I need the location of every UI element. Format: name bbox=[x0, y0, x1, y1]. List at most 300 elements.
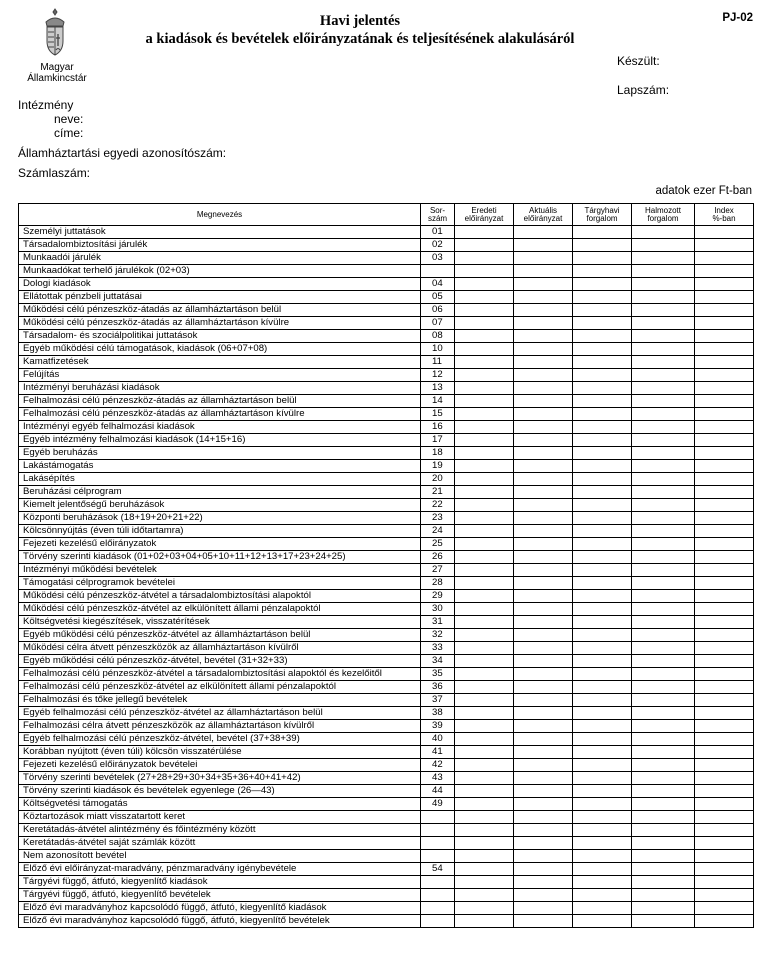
original-appropriation-cell[interactable] bbox=[455, 408, 514, 421]
index-percent-cell[interactable] bbox=[695, 343, 754, 356]
cumulative-turnover-cell[interactable] bbox=[632, 720, 695, 733]
row-name: Fejezeti kezelésű előirányzatok bevételei bbox=[19, 759, 421, 772]
current-appropriation-cell[interactable] bbox=[514, 915, 573, 928]
cumulative-turnover-cell[interactable] bbox=[632, 434, 695, 447]
monthly-turnover-cell[interactable] bbox=[573, 590, 632, 603]
index-percent-cell[interactable] bbox=[695, 759, 754, 772]
row-name: Tárgyévi függő, átfutó, kiegyenlítő kiadások bbox=[19, 876, 421, 889]
original-appropriation-cell[interactable] bbox=[455, 551, 514, 564]
original-appropriation-cell[interactable] bbox=[455, 642, 514, 655]
cumulative-turnover-cell[interactable] bbox=[632, 629, 695, 642]
index-percent-cell[interactable] bbox=[695, 356, 754, 369]
current-appropriation-cell[interactable] bbox=[514, 577, 573, 590]
current-appropriation-cell[interactable] bbox=[514, 317, 573, 330]
monthly-turnover-cell[interactable] bbox=[573, 265, 632, 278]
monthly-turnover-cell[interactable] bbox=[573, 447, 632, 460]
cumulative-turnover-cell[interactable] bbox=[632, 616, 695, 629]
index-percent-cell[interactable] bbox=[695, 642, 754, 655]
monthly-turnover-cell[interactable] bbox=[573, 395, 632, 408]
index-percent-cell[interactable] bbox=[695, 603, 754, 616]
current-appropriation-cell[interactable] bbox=[514, 382, 573, 395]
cumulative-turnover-cell[interactable] bbox=[632, 226, 695, 239]
cumulative-turnover-cell[interactable] bbox=[632, 369, 695, 382]
monthly-turnover-cell[interactable] bbox=[573, 538, 632, 551]
cumulative-turnover-cell[interactable] bbox=[632, 668, 695, 681]
index-percent-cell[interactable] bbox=[695, 460, 754, 473]
monthly-turnover-cell[interactable] bbox=[573, 655, 632, 668]
original-appropriation-cell[interactable] bbox=[455, 889, 514, 902]
original-appropriation-cell[interactable] bbox=[455, 915, 514, 928]
cumulative-turnover-cell[interactable] bbox=[632, 642, 695, 655]
original-appropriation-cell[interactable] bbox=[455, 304, 514, 317]
cumulative-turnover-cell[interactable] bbox=[632, 772, 695, 785]
row-name: Munkaadói járulék bbox=[19, 252, 421, 265]
current-appropriation-cell[interactable] bbox=[514, 525, 573, 538]
monthly-turnover-cell[interactable] bbox=[573, 616, 632, 629]
cumulative-turnover-cell[interactable] bbox=[632, 915, 695, 928]
current-appropriation-cell[interactable] bbox=[514, 629, 573, 642]
row-name: Intézményi beruházási kiadások bbox=[19, 382, 421, 395]
cumulative-turnover-cell[interactable] bbox=[632, 473, 695, 486]
original-appropriation-cell[interactable] bbox=[455, 330, 514, 343]
monthly-turnover-cell[interactable] bbox=[573, 772, 632, 785]
index-percent-cell[interactable] bbox=[695, 577, 754, 590]
original-appropriation-cell[interactable] bbox=[455, 720, 514, 733]
cumulative-turnover-cell[interactable] bbox=[632, 785, 695, 798]
cumulative-turnover-cell[interactable] bbox=[632, 733, 695, 746]
monthly-turnover-cell[interactable] bbox=[573, 577, 632, 590]
index-percent-cell[interactable] bbox=[695, 876, 754, 889]
cumulative-turnover-cell[interactable] bbox=[632, 278, 695, 291]
cumulative-turnover-cell[interactable] bbox=[632, 694, 695, 707]
index-percent-cell[interactable] bbox=[695, 226, 754, 239]
cumulative-turnover-cell[interactable] bbox=[632, 811, 695, 824]
current-appropriation-cell[interactable] bbox=[514, 733, 573, 746]
index-percent-cell[interactable] bbox=[695, 694, 754, 707]
current-appropriation-cell[interactable] bbox=[514, 343, 573, 356]
monthly-turnover-cell[interactable] bbox=[573, 889, 632, 902]
table-row bbox=[19, 824, 754, 837]
cumulative-turnover-cell[interactable] bbox=[632, 876, 695, 889]
current-appropriation-cell[interactable] bbox=[514, 265, 573, 278]
cumulative-turnover-cell[interactable] bbox=[632, 837, 695, 850]
cumulative-turnover-cell[interactable] bbox=[632, 395, 695, 408]
monthly-turnover-cell[interactable] bbox=[573, 668, 632, 681]
table-row bbox=[19, 772, 754, 785]
current-appropriation-cell[interactable] bbox=[514, 668, 573, 681]
cumulative-turnover-cell[interactable] bbox=[632, 265, 695, 278]
monthly-turnover-cell[interactable] bbox=[573, 369, 632, 382]
monthly-turnover-cell[interactable] bbox=[573, 356, 632, 369]
index-percent-cell[interactable] bbox=[695, 616, 754, 629]
monthly-turnover-cell[interactable] bbox=[573, 642, 632, 655]
cumulative-turnover-cell[interactable] bbox=[632, 746, 695, 759]
current-appropriation-cell[interactable] bbox=[514, 837, 573, 850]
row-seq-number: 39 bbox=[421, 720, 455, 733]
original-appropriation-cell[interactable] bbox=[455, 694, 514, 707]
index-percent-cell[interactable] bbox=[695, 291, 754, 304]
cumulative-turnover-cell[interactable] bbox=[632, 759, 695, 772]
original-appropriation-cell[interactable] bbox=[455, 603, 514, 616]
index-percent-cell[interactable] bbox=[695, 798, 754, 811]
monthly-turnover-cell[interactable] bbox=[573, 226, 632, 239]
original-appropriation-cell[interactable] bbox=[455, 902, 514, 915]
monthly-turnover-cell[interactable] bbox=[573, 603, 632, 616]
current-appropriation-cell[interactable] bbox=[514, 369, 573, 382]
current-appropriation-cell[interactable] bbox=[514, 772, 573, 785]
monthly-turnover-cell[interactable] bbox=[573, 499, 632, 512]
index-percent-cell[interactable] bbox=[695, 564, 754, 577]
monthly-turnover-cell[interactable] bbox=[573, 278, 632, 291]
monthly-turnover-cell[interactable] bbox=[573, 564, 632, 577]
current-appropriation-cell[interactable] bbox=[514, 421, 573, 434]
monthly-turnover-cell[interactable] bbox=[573, 382, 632, 395]
row-seq-number: 42 bbox=[421, 759, 455, 772]
original-appropriation-cell[interactable] bbox=[455, 681, 514, 694]
current-appropriation-cell[interactable] bbox=[514, 811, 573, 824]
cumulative-turnover-cell[interactable] bbox=[632, 655, 695, 668]
header-name: Megnevezés bbox=[19, 204, 421, 226]
cumulative-turnover-cell[interactable] bbox=[632, 577, 695, 590]
original-appropriation-cell[interactable] bbox=[455, 668, 514, 681]
table-row bbox=[19, 707, 754, 720]
cumulative-turnover-cell[interactable] bbox=[632, 707, 695, 720]
original-appropriation-cell[interactable] bbox=[455, 525, 514, 538]
monthly-turnover-cell[interactable] bbox=[573, 837, 632, 850]
original-appropriation-cell[interactable] bbox=[455, 343, 514, 356]
original-appropriation-cell[interactable] bbox=[455, 577, 514, 590]
current-appropriation-cell[interactable] bbox=[514, 876, 573, 889]
original-appropriation-cell[interactable] bbox=[455, 226, 514, 239]
row-name: Köztartozások miatt visszatartott keret bbox=[19, 811, 421, 824]
index-percent-cell[interactable] bbox=[695, 395, 754, 408]
index-percent-cell[interactable] bbox=[695, 681, 754, 694]
cumulative-turnover-cell[interactable] bbox=[632, 798, 695, 811]
current-appropriation-cell[interactable] bbox=[514, 785, 573, 798]
original-appropriation-cell[interactable] bbox=[455, 369, 514, 382]
index-percent-cell[interactable] bbox=[695, 629, 754, 642]
original-appropriation-cell[interactable] bbox=[455, 785, 514, 798]
cumulative-turnover-cell[interactable] bbox=[632, 902, 695, 915]
table-row bbox=[19, 226, 754, 239]
cumulative-turnover-cell[interactable] bbox=[632, 564, 695, 577]
monthly-turnover-cell[interactable] bbox=[573, 486, 632, 499]
monthly-turnover-cell[interactable] bbox=[573, 460, 632, 473]
original-appropriation-cell[interactable] bbox=[455, 837, 514, 850]
cumulative-turnover-cell[interactable] bbox=[632, 538, 695, 551]
index-percent-cell[interactable] bbox=[695, 811, 754, 824]
cumulative-turnover-cell[interactable] bbox=[632, 291, 695, 304]
cumulative-turnover-cell[interactable] bbox=[632, 317, 695, 330]
monthly-turnover-cell[interactable] bbox=[573, 473, 632, 486]
cumulative-turnover-cell[interactable] bbox=[632, 408, 695, 421]
index-percent-cell[interactable] bbox=[695, 889, 754, 902]
current-appropriation-cell[interactable] bbox=[514, 330, 573, 343]
index-percent-cell[interactable] bbox=[695, 824, 754, 837]
original-appropriation-cell[interactable] bbox=[455, 512, 514, 525]
index-percent-cell[interactable] bbox=[695, 590, 754, 603]
index-percent-cell[interactable] bbox=[695, 668, 754, 681]
monthly-turnover-cell[interactable] bbox=[573, 330, 632, 343]
index-percent-cell[interactable] bbox=[695, 512, 754, 525]
original-appropriation-cell[interactable] bbox=[455, 382, 514, 395]
row-name: Egyéb intézmény felhalmozási kiadások (14+15+16) bbox=[19, 434, 421, 447]
original-appropriation-cell[interactable] bbox=[455, 850, 514, 863]
index-percent-cell[interactable] bbox=[695, 850, 754, 863]
cumulative-turnover-cell[interactable] bbox=[632, 304, 695, 317]
original-appropriation-cell[interactable] bbox=[455, 291, 514, 304]
index-percent-cell[interactable] bbox=[695, 239, 754, 252]
original-appropriation-cell[interactable] bbox=[455, 746, 514, 759]
original-appropriation-cell[interactable] bbox=[455, 798, 514, 811]
current-appropriation-cell[interactable] bbox=[514, 824, 573, 837]
monthly-turnover-cell[interactable] bbox=[573, 798, 632, 811]
original-appropriation-cell[interactable] bbox=[455, 811, 514, 824]
original-appropriation-cell[interactable] bbox=[455, 434, 514, 447]
index-percent-cell[interactable] bbox=[695, 382, 754, 395]
original-appropriation-cell[interactable] bbox=[455, 395, 514, 408]
monthly-turnover-cell[interactable] bbox=[573, 317, 632, 330]
current-appropriation-cell[interactable] bbox=[514, 395, 573, 408]
current-appropriation-cell[interactable] bbox=[514, 798, 573, 811]
index-percent-cell[interactable] bbox=[695, 915, 754, 928]
row-seq-number bbox=[421, 889, 455, 902]
current-appropriation-cell[interactable] bbox=[514, 473, 573, 486]
cumulative-turnover-cell[interactable] bbox=[632, 486, 695, 499]
monthly-turnover-cell[interactable] bbox=[573, 512, 632, 525]
original-appropriation-cell[interactable] bbox=[455, 252, 514, 265]
monthly-turnover-cell[interactable] bbox=[573, 759, 632, 772]
index-percent-cell[interactable] bbox=[695, 525, 754, 538]
current-appropriation-cell[interactable] bbox=[514, 538, 573, 551]
monthly-turnover-cell[interactable] bbox=[573, 681, 632, 694]
original-appropriation-cell[interactable] bbox=[455, 564, 514, 577]
row-name: Egyéb működési célú pénzeszköz-átvétel az államháztartáson belül bbox=[19, 629, 421, 642]
row-name: Költségvetési támogatás bbox=[19, 798, 421, 811]
cumulative-turnover-cell[interactable] bbox=[632, 421, 695, 434]
current-appropriation-cell[interactable] bbox=[514, 889, 573, 902]
index-percent-cell[interactable] bbox=[695, 369, 754, 382]
current-appropriation-cell[interactable] bbox=[514, 551, 573, 564]
cumulative-turnover-cell[interactable] bbox=[632, 551, 695, 564]
monthly-turnover-cell[interactable] bbox=[573, 876, 632, 889]
cumulative-turnover-cell[interactable] bbox=[632, 343, 695, 356]
index-percent-cell[interactable] bbox=[695, 655, 754, 668]
monthly-turnover-cell[interactable] bbox=[573, 421, 632, 434]
current-appropriation-cell[interactable] bbox=[514, 590, 573, 603]
cumulative-turnover-cell[interactable] bbox=[632, 850, 695, 863]
current-appropriation-cell[interactable] bbox=[514, 304, 573, 317]
current-appropriation-cell[interactable] bbox=[514, 707, 573, 720]
index-percent-cell[interactable] bbox=[695, 421, 754, 434]
original-appropriation-cell[interactable] bbox=[455, 590, 514, 603]
monthly-turnover-cell[interactable] bbox=[573, 863, 632, 876]
current-appropriation-cell[interactable] bbox=[514, 239, 573, 252]
index-percent-cell[interactable] bbox=[695, 538, 754, 551]
row-seq-number bbox=[421, 902, 455, 915]
current-appropriation-cell[interactable] bbox=[514, 434, 573, 447]
monthly-turnover-cell[interactable] bbox=[573, 252, 632, 265]
original-appropriation-cell[interactable] bbox=[455, 486, 514, 499]
original-appropriation-cell[interactable] bbox=[455, 460, 514, 473]
original-appropriation-cell[interactable] bbox=[455, 863, 514, 876]
current-appropriation-cell[interactable] bbox=[514, 356, 573, 369]
cumulative-turnover-cell[interactable] bbox=[632, 499, 695, 512]
row-name: Felhalmozási és tőke jellegű bevételek bbox=[19, 694, 421, 707]
current-appropriation-cell[interactable] bbox=[514, 863, 573, 876]
original-appropriation-cell[interactable] bbox=[455, 239, 514, 252]
table-row bbox=[19, 616, 754, 629]
original-appropriation-cell[interactable] bbox=[455, 473, 514, 486]
index-percent-cell[interactable] bbox=[695, 551, 754, 564]
original-appropriation-cell[interactable] bbox=[455, 733, 514, 746]
index-percent-cell[interactable] bbox=[695, 746, 754, 759]
current-appropriation-cell[interactable] bbox=[514, 252, 573, 265]
index-percent-cell[interactable] bbox=[695, 304, 754, 317]
current-appropriation-cell[interactable] bbox=[514, 759, 573, 772]
current-appropriation-cell[interactable] bbox=[514, 616, 573, 629]
current-appropriation-cell[interactable] bbox=[514, 291, 573, 304]
index-percent-cell[interactable] bbox=[695, 408, 754, 421]
current-appropriation-cell[interactable] bbox=[514, 408, 573, 421]
original-appropriation-cell[interactable] bbox=[455, 616, 514, 629]
index-percent-cell[interactable] bbox=[695, 772, 754, 785]
original-appropriation-cell[interactable] bbox=[455, 447, 514, 460]
monthly-turnover-cell[interactable] bbox=[573, 694, 632, 707]
current-appropriation-cell[interactable] bbox=[514, 642, 573, 655]
monthly-turnover-cell[interactable] bbox=[573, 902, 632, 915]
row-name: Intézményi működési bevételek bbox=[19, 564, 421, 577]
current-appropriation-cell[interactable] bbox=[514, 226, 573, 239]
monthly-turnover-cell[interactable] bbox=[573, 343, 632, 356]
index-percent-cell[interactable] bbox=[695, 473, 754, 486]
table-row bbox=[19, 538, 754, 551]
row-seq-number: 49 bbox=[421, 798, 455, 811]
monthly-turnover-cell[interactable] bbox=[573, 629, 632, 642]
monthly-turnover-cell[interactable] bbox=[573, 551, 632, 564]
current-appropriation-cell[interactable] bbox=[514, 460, 573, 473]
monthly-turnover-cell[interactable] bbox=[573, 915, 632, 928]
cumulative-turnover-cell[interactable] bbox=[632, 460, 695, 473]
cumulative-turnover-cell[interactable] bbox=[632, 252, 695, 265]
original-appropriation-cell[interactable] bbox=[455, 772, 514, 785]
original-appropriation-cell[interactable] bbox=[455, 655, 514, 668]
original-appropriation-cell[interactable] bbox=[455, 499, 514, 512]
cumulative-turnover-cell[interactable] bbox=[632, 590, 695, 603]
original-appropriation-cell[interactable] bbox=[455, 538, 514, 551]
current-appropriation-cell[interactable] bbox=[514, 655, 573, 668]
cumulative-turnover-cell[interactable] bbox=[632, 356, 695, 369]
table-row bbox=[19, 395, 754, 408]
current-appropriation-cell[interactable] bbox=[514, 681, 573, 694]
index-percent-cell[interactable] bbox=[695, 720, 754, 733]
monthly-turnover-cell[interactable] bbox=[573, 434, 632, 447]
table-row bbox=[19, 239, 754, 252]
original-appropriation-cell[interactable] bbox=[455, 421, 514, 434]
index-percent-cell[interactable] bbox=[695, 863, 754, 876]
original-appropriation-cell[interactable] bbox=[455, 265, 514, 278]
cumulative-turnover-cell[interactable] bbox=[632, 681, 695, 694]
row-seq-number: 16 bbox=[421, 421, 455, 434]
current-appropriation-cell[interactable] bbox=[514, 720, 573, 733]
original-appropriation-cell[interactable] bbox=[455, 876, 514, 889]
current-appropriation-cell[interactable] bbox=[514, 512, 573, 525]
monthly-turnover-cell[interactable] bbox=[573, 811, 632, 824]
row-name: Felújítás bbox=[19, 369, 421, 382]
index-percent-cell[interactable] bbox=[695, 785, 754, 798]
row-seq-number: 33 bbox=[421, 642, 455, 655]
index-percent-cell[interactable] bbox=[695, 434, 754, 447]
original-appropriation-cell[interactable] bbox=[455, 824, 514, 837]
current-appropriation-cell[interactable] bbox=[514, 564, 573, 577]
cumulative-turnover-cell[interactable] bbox=[632, 603, 695, 616]
monthly-turnover-cell[interactable] bbox=[573, 733, 632, 746]
index-percent-cell[interactable] bbox=[695, 499, 754, 512]
cumulative-turnover-cell[interactable] bbox=[632, 525, 695, 538]
monthly-turnover-cell[interactable] bbox=[573, 408, 632, 421]
monthly-turnover-cell[interactable] bbox=[573, 785, 632, 798]
index-percent-cell[interactable] bbox=[695, 317, 754, 330]
index-percent-cell[interactable] bbox=[695, 330, 754, 343]
current-appropriation-cell[interactable] bbox=[514, 694, 573, 707]
monthly-turnover-cell[interactable] bbox=[573, 304, 632, 317]
index-percent-cell[interactable] bbox=[695, 837, 754, 850]
row-seq-number: 34 bbox=[421, 655, 455, 668]
original-appropriation-cell[interactable] bbox=[455, 356, 514, 369]
monthly-turnover-cell[interactable] bbox=[573, 850, 632, 863]
index-percent-cell[interactable] bbox=[695, 707, 754, 720]
monthly-turnover-cell[interactable] bbox=[573, 291, 632, 304]
original-appropriation-cell[interactable] bbox=[455, 317, 514, 330]
index-percent-cell[interactable] bbox=[695, 902, 754, 915]
current-appropriation-cell[interactable] bbox=[514, 902, 573, 915]
current-appropriation-cell[interactable] bbox=[514, 746, 573, 759]
current-appropriation-cell[interactable] bbox=[514, 603, 573, 616]
cumulative-turnover-cell[interactable] bbox=[632, 330, 695, 343]
cumulative-turnover-cell[interactable] bbox=[632, 863, 695, 876]
monthly-turnover-cell[interactable] bbox=[573, 707, 632, 720]
cumulative-turnover-cell[interactable] bbox=[632, 824, 695, 837]
index-percent-cell[interactable] bbox=[695, 486, 754, 499]
row-name: Egyéb működési célú pénzeszköz-átvétel, bevétel (31+32+33) bbox=[19, 655, 421, 668]
original-appropriation-cell[interactable] bbox=[455, 759, 514, 772]
cumulative-turnover-cell[interactable] bbox=[632, 447, 695, 460]
cumulative-turnover-cell[interactable] bbox=[632, 239, 695, 252]
index-percent-cell[interactable] bbox=[695, 447, 754, 460]
original-appropriation-cell[interactable] bbox=[455, 707, 514, 720]
current-appropriation-cell[interactable] bbox=[514, 447, 573, 460]
current-appropriation-cell[interactable] bbox=[514, 499, 573, 512]
monthly-turnover-cell[interactable] bbox=[573, 239, 632, 252]
index-percent-cell[interactable] bbox=[695, 733, 754, 746]
monthly-turnover-cell[interactable] bbox=[573, 746, 632, 759]
cumulative-turnover-cell[interactable] bbox=[632, 512, 695, 525]
monthly-turnover-cell[interactable] bbox=[573, 525, 632, 538]
monthly-turnover-cell[interactable] bbox=[573, 824, 632, 837]
index-percent-cell[interactable] bbox=[695, 278, 754, 291]
original-appropriation-cell[interactable] bbox=[455, 629, 514, 642]
current-appropriation-cell[interactable] bbox=[514, 850, 573, 863]
current-appropriation-cell[interactable] bbox=[514, 278, 573, 291]
original-appropriation-cell[interactable] bbox=[455, 278, 514, 291]
monthly-turnover-cell[interactable] bbox=[573, 720, 632, 733]
current-appropriation-cell[interactable] bbox=[514, 486, 573, 499]
index-percent-cell[interactable] bbox=[695, 252, 754, 265]
cumulative-turnover-cell[interactable] bbox=[632, 889, 695, 902]
index-percent-cell[interactable] bbox=[695, 265, 754, 278]
table-row bbox=[19, 460, 754, 473]
cumulative-turnover-cell[interactable] bbox=[632, 382, 695, 395]
